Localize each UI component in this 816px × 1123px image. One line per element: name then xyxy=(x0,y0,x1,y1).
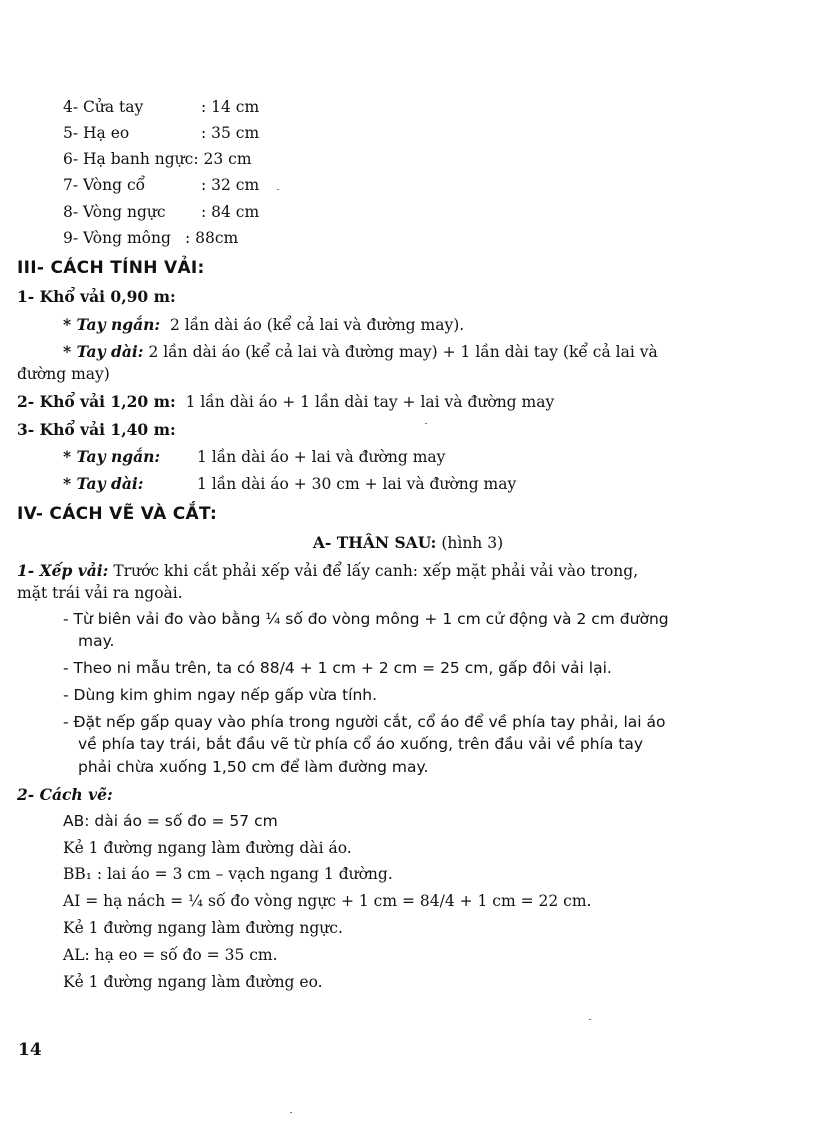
scan-speck xyxy=(425,423,427,424)
fabric-width-2-title: 2- Khổ vải 1,20 m: xyxy=(17,392,176,411)
fold-fabric-title: 1- Xếp vải: xyxy=(17,561,109,580)
fold-step-1-cont: may. xyxy=(78,632,115,650)
fold-fabric-text: Trước khi cắt phải xếp vải để lấy canh: xếp mặt phải vải vào trong, xyxy=(113,562,639,580)
measurement-value: : 88cm xyxy=(185,229,239,247)
fabric-width-3-short xyxy=(63,447,445,467)
fold-step-1: - Từ biên vải đo vào bằng ¼ số đo vòng mông + 1 cm cử động và 2 cm đường xyxy=(63,610,669,628)
fabric-width-1-long xyxy=(63,342,658,362)
measurement-label: 5- Hạ eo xyxy=(63,124,130,142)
drawing-step: AB: dài áo = số đo = 57 cm xyxy=(63,812,278,830)
measurement-value: : 14 cm xyxy=(201,98,260,116)
page-number: 14 xyxy=(18,1040,42,1060)
drawing-step: Kẻ 1 đường ngang làm đường dài áo. xyxy=(63,839,352,857)
fold-step-4: - Đặt nếp gấp quay vào phía trong người cắt, cổ áo để về phía tay phải, lai áo xyxy=(63,713,666,731)
short-sleeve-label: * Tay ngắn: xyxy=(63,315,161,334)
drawing-step: AI = hạ nách = ¼ số đo vòng ngực + 1 cm = 84/4 + 1 cm = 22 cm. xyxy=(63,892,592,910)
fold-step-3: - Dùng kim ghim ngay nếp gấp vừa tính. xyxy=(63,686,378,704)
long-sleeve-label: * Tay dài: xyxy=(63,342,144,361)
scan-speck xyxy=(589,1019,591,1020)
short-sleeve-label: * Tay ngắn: xyxy=(63,447,161,466)
fold-fabric-line-2: mặt trái vải ra ngoài. xyxy=(17,584,183,602)
measurement-row xyxy=(63,228,238,248)
measurement-label: 7- Vòng cổ xyxy=(63,176,146,194)
scan-speck xyxy=(290,1112,292,1113)
measurement-value: : 35 cm xyxy=(201,124,260,142)
subheading-back-piece-bold: A- THÂN SAU: xyxy=(312,533,437,552)
subheading-back-piece-figure: (hình 3) xyxy=(441,534,504,552)
measurement-label: 4- Cửa tay xyxy=(63,98,144,116)
fold-step-4-cont-1: về phía tay trái, bắt đầu vẽ từ phía cổ áo xuống, trên đầu vải về phía tay xyxy=(78,735,644,753)
subheading-back-piece xyxy=(0,533,816,553)
drawing-method-title: 2- Cách vẽ: xyxy=(17,785,113,804)
short-sleeve-text: 2 lần dài áo (kể cả lai và đường may). xyxy=(170,316,465,334)
measurement-value: : 84 cm xyxy=(201,203,260,221)
fabric-width-1-long-cont: đường may) xyxy=(17,365,110,383)
fold-fabric-line-1 xyxy=(17,561,638,581)
fabric-width-2-text: 1 lần dài áo + 1 lần dài tay + lai và đường may xyxy=(185,393,555,411)
long-sleeve-label: * Tay dài: xyxy=(63,474,144,493)
fabric-width-3-long xyxy=(63,474,516,494)
fold-step-2: - Theo ni mẫu trên, ta có 88/4 + 1 cm + 2 cm = 25 cm, gấp đôi vải lại. xyxy=(63,659,612,677)
measurement-value: : 32 cm xyxy=(201,176,260,194)
drawing-step: Kẻ 1 đường ngang làm đường ngực. xyxy=(63,919,343,937)
drawing-step: Kẻ 1 đường ngang làm đường eo. xyxy=(63,973,323,991)
measurement-row xyxy=(63,97,259,117)
measurement-row xyxy=(63,175,259,195)
fabric-width-2 xyxy=(17,392,554,412)
long-sleeve-text: 2 lần dài áo (kể cả lai và đường may) + 1 lần dài tay (kể cả lai và xyxy=(148,343,658,361)
section-heading-fabric-calc: III- CÁCH TÍNH VẢI: xyxy=(17,258,205,278)
drawing-step: BB₁ : lai áo = 3 cm – vạch ngang 1 đường. xyxy=(63,865,393,883)
fabric-width-1-title: 1- Khổ vải 0,90 m: xyxy=(17,287,176,306)
scan-speck xyxy=(277,189,279,190)
drawing-step: AL: hạ eo = số đo = 35 cm. xyxy=(63,946,278,964)
fold-step-4-cont-2: phải chừa xuống 1,50 cm để làm đường may. xyxy=(78,758,429,776)
section-heading-draw-cut: IV- CÁCH VẼ VÀ CẮT: xyxy=(17,504,218,524)
measurement-row xyxy=(63,123,259,143)
measurement-row xyxy=(63,149,252,169)
long-sleeve-text: 1 lần dài áo + 30 cm + lai và đường may xyxy=(197,475,517,493)
measurement-label: 6- Hạ banh ngực: 23 cm xyxy=(63,150,252,168)
fabric-width-3-title: 3- Khổ vải 1,40 m: xyxy=(17,420,176,439)
fabric-width-1-short xyxy=(63,315,464,335)
measurement-label: 9- Vòng mông xyxy=(63,229,171,247)
measurement-label: 8- Vòng ngực xyxy=(63,203,166,221)
measurement-row xyxy=(63,202,259,222)
short-sleeve-text: 1 lần dài áo + lai và đường may xyxy=(197,448,446,466)
